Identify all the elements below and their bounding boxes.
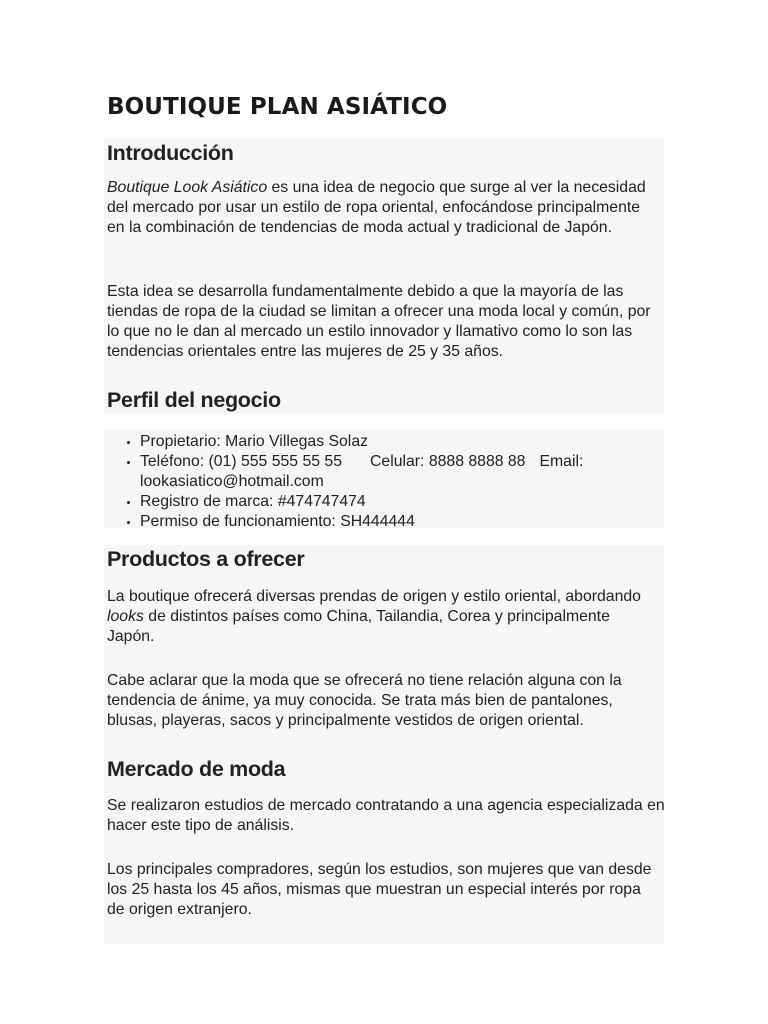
products-paragraph-1 xyxy=(107,587,659,647)
document-title: BOUTIQUE PLAN ASIÁTICO xyxy=(107,94,448,120)
trademark-text: Registro de marca: #474747474 xyxy=(140,493,366,510)
cell-text: Celular: 8888 8888 88 xyxy=(370,453,526,470)
profile-section xyxy=(104,430,664,528)
profile-list xyxy=(104,432,660,532)
owner-text: Propietario: Mario Villegas Solaz xyxy=(140,433,368,450)
list-item xyxy=(140,452,660,492)
intro-section xyxy=(104,139,664,414)
list-item xyxy=(140,492,660,512)
list-item xyxy=(140,512,660,532)
email-text: Email: lookasiatico@hotmail.com xyxy=(140,453,584,490)
intro-paragraph-1-text: es una idea de negocio que surge al ver la necesidad del mercado por usar un estilo de ropa oriental, enfocándose principalmente en la combinación de tendencias de moda actual y tradicional de Japón. xyxy=(107,179,646,236)
looks-emphasis: looks xyxy=(107,608,144,625)
market-paragraph-2: Los principales compradores, según los estudios, son mujeres que van desde los 25 hasta los 45 años, mismas que muestran un especial interés por ropa de origen extranjero. xyxy=(107,861,652,918)
products-paragraph-1-b: de distintos países como China, Tailandia, Corea y principalmente Japón. xyxy=(107,608,610,645)
products-paragraph-2: Cabe aclarar que la moda que se ofrecerá no tiene relación alguna con la tendencia de ánime, ya muy conocida. Se trata más bien de pantalones, blusas, playeras, sacos y principalmente vestidos de origen oriental. xyxy=(107,672,622,729)
brand-name: Boutique Look Asiático xyxy=(107,179,268,196)
profile-heading-wrap xyxy=(104,380,664,414)
market-heading: Mercado de moda xyxy=(107,757,286,781)
products-heading: Productos a ofrecer xyxy=(107,547,305,571)
intro-paragraph-1 xyxy=(107,178,659,238)
profile-heading: Perfil del negocio xyxy=(107,388,281,412)
products-market-section xyxy=(104,545,664,944)
list-item xyxy=(140,432,660,452)
products-paragraph-1-a: La boutique ofrecerá diversas prendas de origen y estilo oriental, abordando xyxy=(107,588,641,605)
intro-paragraph-2: Esta idea se desarrolla fundamentalmente debido a que la mayoría de las tiendas de ropa de la ciudad se limitan a ofrecer una moda local y común, por lo que no le dan al mercado un estilo innovador y llamativo como lo son las tendencias orientales entre las mujeres de 25 y 35 años. xyxy=(107,283,651,360)
phone-text: Teléfono: (01) 555 555 55 55 xyxy=(140,453,343,470)
intro-heading: Introducción xyxy=(107,141,234,165)
permit-text: Permiso de funcionamiento: SH444444 xyxy=(140,513,415,530)
market-paragraph-1: Se realizaron estudios de mercado contratando a una agencia especializada en hacer este tipo de análisis. xyxy=(107,797,665,834)
